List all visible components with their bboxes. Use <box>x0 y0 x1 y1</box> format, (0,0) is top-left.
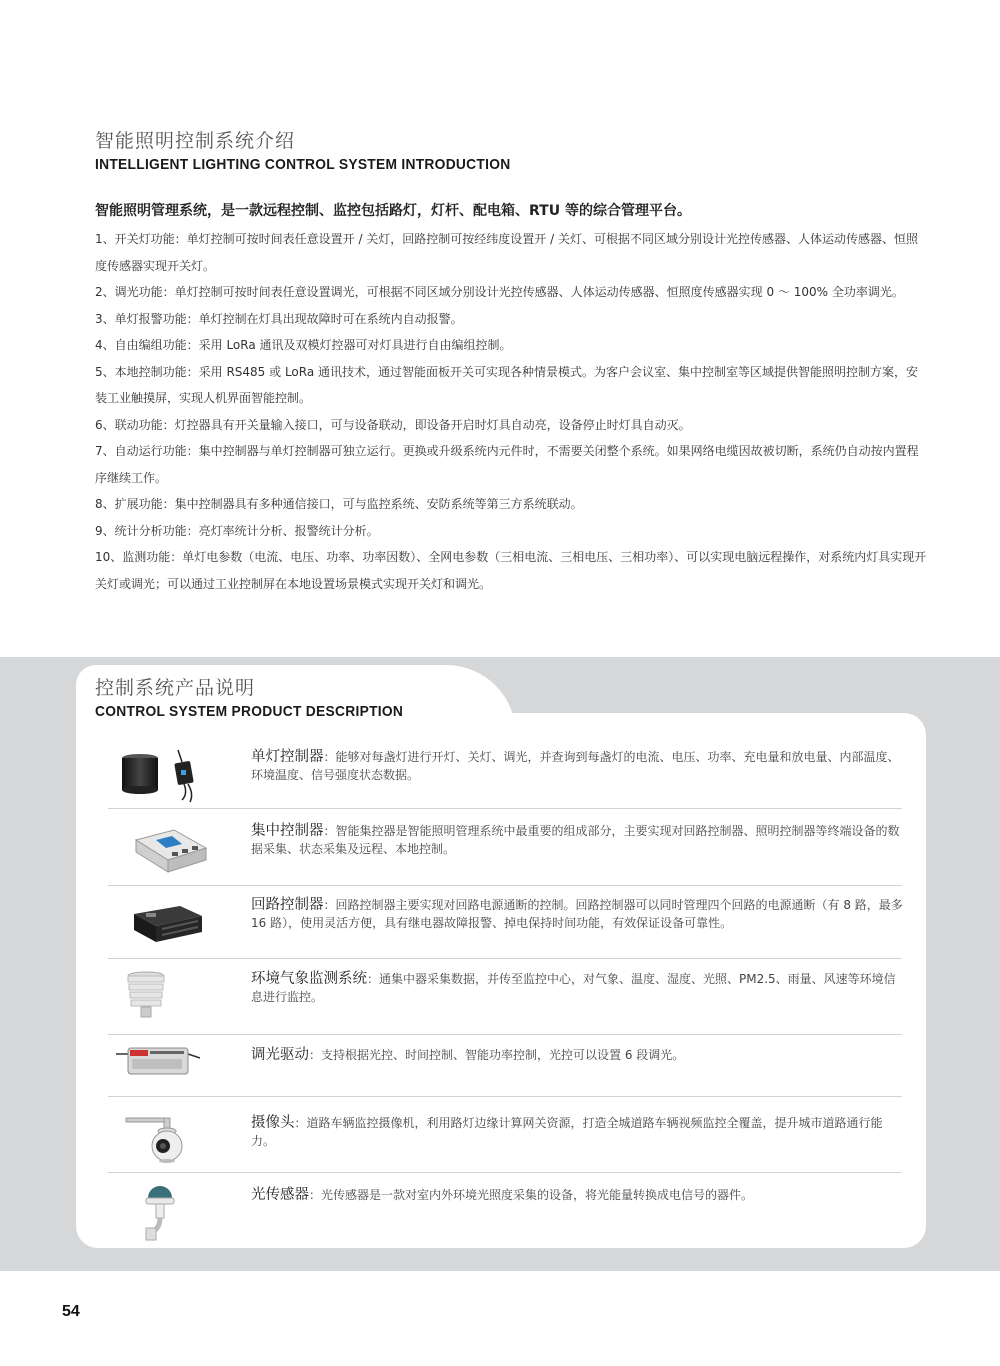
divider <box>108 1172 902 1173</box>
products-title-cn: 控制系统产品说明 <box>95 677 256 699</box>
intro-lead: 智能照明管理系统，是一款远程控制、监控包括路灯，灯杆、配电箱、RTU 等的综合管理平台。 <box>95 203 691 219</box>
weather-station-icon <box>108 970 238 1030</box>
product-desc: ：能够对每盏灯进行开灯、关灯、调光，并查询到每盏灯的电流、电压、功率、充电量和放电量、内部温度、环境温度、信号强度状态数据。 <box>251 750 900 782</box>
products-title-en: CONTROL SYSTEM PRODUCT DESCRIPTION <box>95 703 404 720</box>
feature-item: 2、调光功能：单灯控制可按时间表任意设置调光，可根据不同区域分别设计光控传感器、人体运动传感器、恒照度传感器实现 0 ～ 100% 全功率调光。 <box>95 285 904 299</box>
page-number: 54 <box>62 1303 80 1320</box>
camera-icon <box>108 1114 238 1174</box>
divider <box>108 1096 902 1097</box>
product-desc: ：支持根据光控、时间控制、智能功率控制，光控可以设置 6 段调光。 <box>309 1048 685 1062</box>
feature-list <box>95 226 927 597</box>
loop-controller-icon <box>108 896 238 956</box>
feature-item: 7、自动运行功能：集中控制器与单灯控制器可独立运行。更换或升级系统内元件时，不需要关闭整个系统。如果网络电缆因故被切断，系统仍自动按内置程序继续工作。 <box>95 444 919 485</box>
product-name: 光传感器 <box>251 1187 309 1203</box>
dimming-driver-icon <box>108 1046 238 1106</box>
divider <box>108 1034 902 1035</box>
product-description <box>251 748 903 784</box>
intro-title-cn: 智能照明控制系统介绍 <box>95 130 296 152</box>
divider <box>108 808 902 809</box>
divider <box>108 885 902 886</box>
product-name: 调光驱动 <box>251 1047 309 1063</box>
product-description <box>251 1046 903 1064</box>
product-name: 单灯控制器 <box>251 749 324 765</box>
feature-item: 8、扩展功能：集中控制器具有多种通信接口，可与监控系统、安防系统等第三方系统联动。 <box>95 497 583 511</box>
product-desc: ：智能集控器是智能照明管理系统中最重要的组成部分，主要实现对回路控制器、照明控制器等终端设备的数据采集、状态采集及远程、本地控制。 <box>251 824 900 856</box>
concentrator-icon <box>108 822 238 882</box>
single-lamp-controller-icon <box>108 748 238 808</box>
product-desc: ：光传感器是一款对室内外环境光照度采集的设备，将光能量转换成电信号的器件。 <box>309 1188 754 1202</box>
light-sensor-icon <box>108 1186 238 1246</box>
product-description <box>251 970 903 1006</box>
feature-item: 5、本地控制功能：采用 RS485 或 LoRa 通讯技术，通过智能面板开关可实现各种情景模式。为客户会议室、集中控制室等区域提供智能照明控制方案，安装工业触摸屏，实现人机界面智能控制。 <box>95 364 919 405</box>
product-name: 摄像头 <box>251 1115 295 1131</box>
feature-item: 10、监测功能：单灯电参数（电流、电压、功率、功率因数）、全网电参数（三相电流、三相电压、三相功率）、可以实现电脑远程操作，对系统内灯具实现开关灯或调光；可以通过工业控制屏在本地设置场景模式实现开关灯和调光。 <box>95 550 927 591</box>
product-description <box>251 822 903 858</box>
feature-item: 4、自由编组功能：采用 LoRa 通讯及双模灯控器可对灯具进行自由编组控制。 <box>95 338 512 352</box>
divider <box>108 958 902 959</box>
product-desc: ：道路车辆监控摄像机，利用路灯边缘计算网关资源，打造全城道路车辆视频监控全覆盖，提升城市道路通行能力。 <box>251 1116 883 1148</box>
feature-item: 3、单灯报警功能：单灯控制在灯具出现故障时可在系统内自动报警。 <box>95 311 463 326</box>
product-description <box>251 896 903 932</box>
product-description <box>251 1186 903 1204</box>
feature-item: 1、开关灯功能：单灯控制可按时间表任意设置开 / 关灯，回路控制可按经纬度设置开 / 关灯、可根据不同区域分别设计光控传感器、人体运动传感器、恒照度传感器实现开关灯。 <box>95 232 918 273</box>
feature-item: 6、联动功能：灯控器具有开关量输入接口，可与设备联动，即设备开启时灯具自动亮，设备停止时灯具自动灭。 <box>95 417 691 432</box>
product-description <box>251 1114 903 1150</box>
product-desc: ：通集中器采集数据，并传至监控中心，对气象、温度、湿度、光照、PM2.5、雨量、风速等环境信息进行监控。 <box>251 972 896 1004</box>
feature-item: 9、统计分析功能：亮灯率统计分析、报警统计分析。 <box>95 523 379 538</box>
product-name: 环境气象监测系统 <box>251 971 367 987</box>
product-name: 集中控制器 <box>251 823 324 839</box>
intro-title-en: INTELLIGENT LIGHTING CONTROL SYSTEM INTRODUCTION <box>95 156 511 173</box>
product-desc: ：回路控制器主要实现对回路电源通断的控制。回路控制器可以同时管理四个回路的电源通断（有 8 路，最多 16 路），使用灵活方便，具有继电器故障报警、掉电保持时间功能，有效保证设备可靠性。 <box>251 898 903 930</box>
product-name: 回路控制器 <box>251 897 324 913</box>
